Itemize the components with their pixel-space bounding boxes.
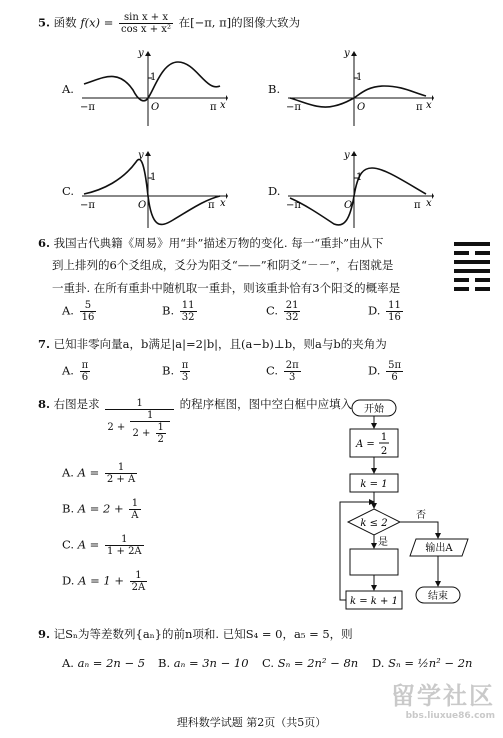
q7-option-c-label: C. (266, 363, 279, 378)
q6-option-b-num: 11 (181, 300, 195, 311)
q5-option-a-label: A. (62, 82, 74, 96)
flow-assign-den: 2 (380, 446, 388, 457)
q8-stem (38, 398, 352, 445)
page-footer: 理科数学试题 第2页（共5页） (176, 716, 327, 729)
q5-graph-c-one: 1 (150, 172, 157, 183)
q7-option-b-num: π (181, 360, 189, 371)
q5-graph-d-origin: O (344, 200, 353, 211)
q5-fx: f(x) = (80, 15, 114, 30)
q9-option-d-text: Sₙ = ½n² − 2n (388, 656, 473, 670)
q8-cf-mid: 1 (130, 410, 169, 422)
q5-graph-b-neg-pi: −π (286, 102, 301, 113)
watermark (391, 676, 495, 721)
flow-output-text: 输出A (425, 543, 453, 554)
q8-option-b[interactable] (62, 498, 143, 521)
q5-graph-b-x: x (426, 100, 432, 111)
flow-k-init-text: k = 1 (360, 479, 388, 490)
q5-graph-b-one: 1 (356, 72, 363, 83)
q7-option-a[interactable] (62, 360, 92, 383)
flow-no-label: 否 (416, 510, 426, 521)
flow-end-text: 结束 (428, 591, 448, 602)
q8-option-d[interactable] (62, 570, 149, 593)
q5-graph-a (78, 48, 228, 128)
flow-condition-text: k ≤ 2 (360, 518, 388, 529)
q6-option-c[interactable] (266, 300, 302, 323)
q8-option-d-lhs: A = 1 + (78, 573, 124, 588)
q9-option-b-label: B. (158, 656, 171, 670)
q6-option-d[interactable] (368, 300, 405, 323)
q5-graph-d-x: x (426, 198, 432, 209)
q5-graph-d-y: y (344, 150, 350, 161)
q5-graph-c-origin: O (138, 200, 147, 211)
q9-option-b[interactable] (158, 656, 249, 670)
q5-stem (38, 12, 300, 35)
q9-option-a[interactable] (62, 656, 145, 670)
q7-option-c-den: 3 (288, 372, 296, 383)
q6-line-1: 我国古代典籍《周易》用“卦”描述万物的变化. 每一“重卦”由从下 (53, 236, 384, 250)
q5-graph-a-y: y (138, 48, 144, 59)
q7-option-d-den: 6 (391, 372, 398, 383)
q8-option-d-label: D. (62, 573, 75, 588)
q9-option-c-label: C. (262, 656, 275, 670)
q6-option-b-den: 32 (181, 312, 195, 323)
q7-option-a-label: A. (62, 363, 74, 378)
q5-fraction (119, 12, 173, 35)
q8-option-b-lhs: A = 2 + (77, 501, 124, 516)
q8-option-b-label: B. (62, 501, 75, 516)
q9-option-c-text: Sₙ = 2n² − 8n (277, 656, 359, 670)
q9-stem (38, 626, 353, 644)
flow-start-text: 开始 (364, 404, 384, 415)
q8-option-a[interactable] (62, 462, 139, 485)
q5-option-b-label: B. (268, 82, 281, 96)
q5-number: 5. (38, 15, 51, 30)
q8-pre: 右图是求 (53, 397, 100, 411)
q6-line-2: 到上排列的6个爻组成，爻分为阳爻“——”和阴爻“－－”，右图就是 (52, 258, 394, 273)
hexagram-figure (452, 240, 492, 296)
q7-option-c[interactable] (266, 360, 303, 383)
q5-graph-b-pi: π (416, 102, 423, 113)
q5-graph-a-x: x (220, 100, 226, 111)
q8-cf-top: 1 (105, 398, 174, 410)
q5-graph-b-y: y (344, 48, 350, 59)
q6-number: 6. (38, 236, 51, 250)
q8-option-b-num: 1 (129, 498, 140, 510)
q6-option-a[interactable] (62, 300, 98, 323)
q5-graph-d-pi: π (414, 200, 421, 211)
q5-graph-d (284, 150, 434, 230)
q5-graph-a-one: 1 (150, 72, 157, 83)
q9-option-c[interactable] (262, 656, 358, 670)
q7-option-b-den: 3 (181, 372, 189, 383)
q5-graph-c-pi: π (208, 200, 215, 211)
q9-text: 记Sₙ为等差数列{aₙ}的前n项和. 已知S₄ = 0，a₅ = 5，则 (53, 627, 353, 641)
q5-graph-c (78, 150, 228, 230)
q5-graph-a-pi: π (210, 102, 217, 113)
q7-option-d-num: 5π (388, 360, 402, 371)
q8-cf-two-plus-inner: 2 + (132, 428, 151, 439)
q8-option-c-den: 1 + 2A (106, 546, 142, 557)
q5-graph-b-origin: O (357, 102, 366, 113)
flow-assign-num: 1 (380, 432, 388, 443)
q5-frac-den: cos x + x² (121, 24, 171, 35)
q8-post: 的程序框图，图中空白框中应填入 (179, 397, 353, 411)
q6-option-d-den: 16 (388, 312, 401, 323)
q8-option-c-num: 1 (105, 534, 144, 546)
q8-number: 8. (38, 397, 51, 411)
q5-graph-c-x: x (220, 198, 226, 209)
q6-option-b-label: B. (162, 303, 175, 318)
q5-option-c-label: C. (62, 184, 75, 198)
q6-option-d-num: 11 (388, 300, 401, 311)
flow-blank-node (350, 549, 398, 575)
q8-option-c-label: C. (62, 537, 75, 552)
q8-cf-two-plus: 2 + (107, 422, 126, 433)
q8-option-b-den: A (131, 510, 139, 521)
q8-option-d-den: 2A (131, 582, 146, 593)
q9-option-b-text: aₙ = 3n − 10 (173, 656, 249, 670)
watermark-url: bbs.liuxue86.com (405, 711, 495, 721)
q5-option-d-label: D. (268, 184, 281, 198)
flow-yes-label: 是 (378, 537, 388, 548)
q6-option-c-den: 32 (285, 312, 299, 323)
q8-option-a-num: 1 (105, 462, 137, 474)
q5-post: 在[−π, π]的图像大致为 (178, 15, 301, 30)
q8-option-a-label: A. (62, 465, 74, 480)
q6-option-b[interactable] (162, 300, 199, 323)
q7-option-b-label: B. (162, 363, 175, 378)
q9-option-a-text: aₙ = 2n − 5 (77, 656, 146, 670)
q6-option-c-label: C. (266, 303, 279, 318)
q5-pre: 函数 (53, 15, 77, 30)
q5-frac-num: sin x + x (119, 12, 173, 24)
q7-stem (38, 336, 387, 354)
q5-graph-d-neg-pi: −π (286, 200, 301, 211)
q6-line-3: 一重卦. 在所有重卦中随机取一重卦，则该重卦恰有3个阳爻的概率是 (52, 280, 401, 295)
q7-option-d-label: D. (368, 363, 381, 378)
q7-option-a-den: 6 (81, 372, 89, 383)
q6-stem (38, 232, 448, 299)
q7-text: 已知非零向量a，b满足|a|=2|b|，且(a−b)⊥b，则a与b的夹角为 (53, 337, 387, 351)
watermark-logo: 留学社区 (391, 682, 495, 710)
q6-option-a-num: 5 (80, 300, 97, 312)
q8-continued-fraction: 1 2 + 1 2 + $\frac{1}{2}$ (105, 398, 174, 445)
q8-option-c[interactable] (62, 534, 146, 557)
q6-option-a-den: 16 (81, 312, 95, 323)
flow-assign-lhs: A = (356, 439, 375, 450)
flow-increment-text: k = k + 1 (350, 596, 398, 607)
q5-graph-c-y: y (138, 150, 144, 161)
q6-option-a-label: A. (62, 303, 74, 318)
q7-option-d[interactable] (368, 360, 405, 383)
q7-option-b[interactable] (162, 360, 192, 383)
q7-number: 7. (38, 337, 51, 351)
q6-option-c-num: 21 (285, 300, 299, 311)
q5-graph-c-neg-pi: −π (80, 200, 95, 211)
q6-option-d-label: D. (368, 303, 381, 318)
q7-option-c-num: 2π (285, 360, 299, 371)
q7-option-a-num: π (81, 360, 89, 371)
q5-graph-b (284, 48, 434, 128)
q9-number: 9. (38, 627, 51, 641)
q8-option-d-num: 1 (130, 570, 148, 582)
q8-option-a-den: 2 + A (106, 474, 136, 485)
q5-graph-a-neg-pi: −π (80, 102, 95, 113)
q5-graph-d-one: 1 (356, 172, 363, 183)
q8-cf-inner-num: 1 (157, 422, 164, 433)
q5-graph-a-origin: O (151, 102, 160, 113)
q9-option-d-label: D. (372, 656, 385, 670)
q8-option-a-lhs: A = (77, 465, 100, 480)
q9-option-d[interactable] (372, 656, 472, 670)
flowchart (338, 398, 488, 613)
q9-option-a-label: A. (62, 656, 74, 670)
q8-option-c-lhs: A = (77, 537, 100, 552)
